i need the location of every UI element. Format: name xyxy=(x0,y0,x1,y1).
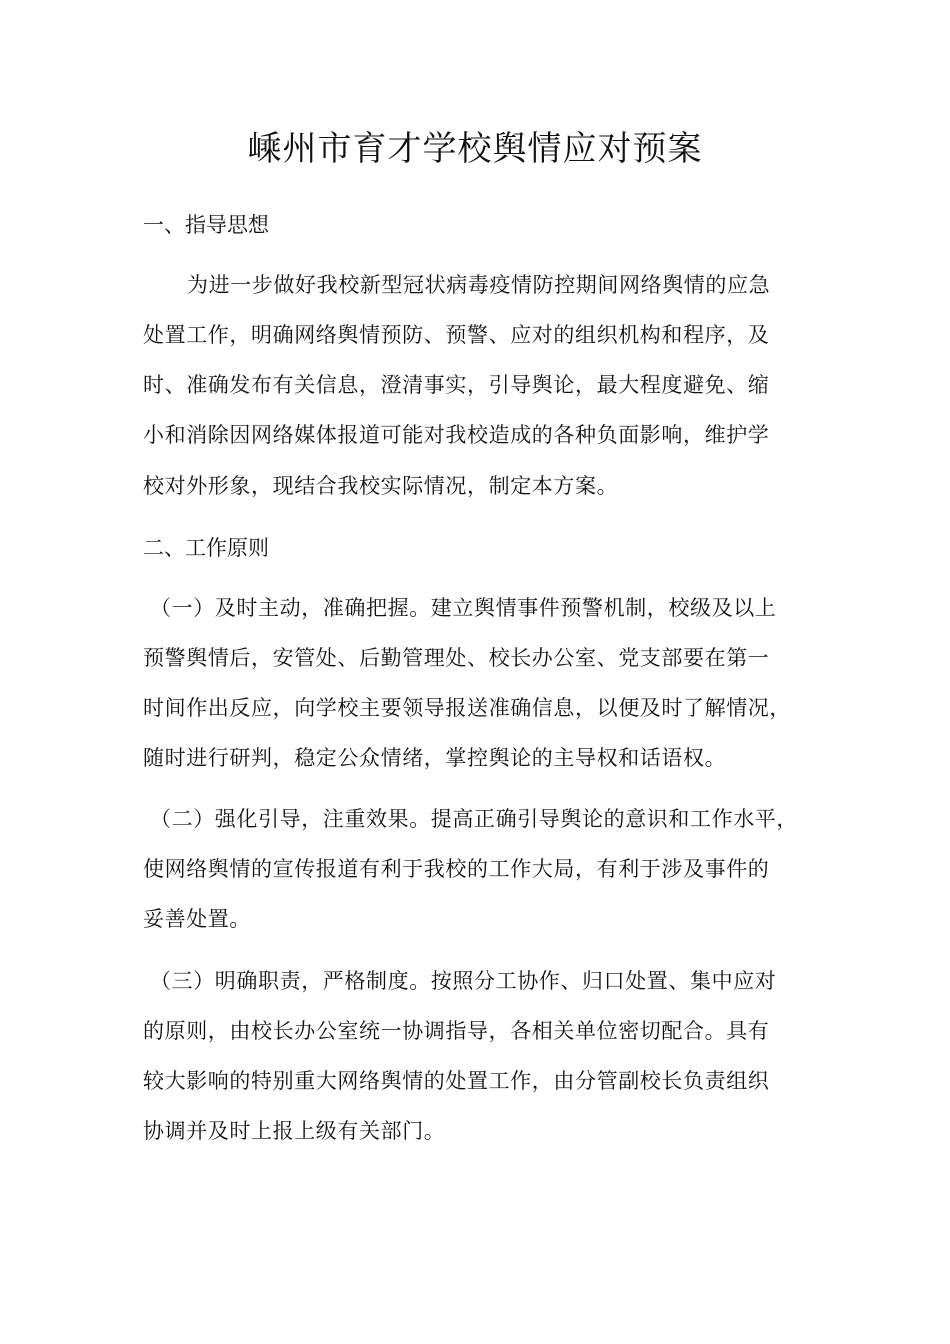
paragraph-line: 预警舆情后，安管处、后勤管理处、校长办公室、党支部要在第一 xyxy=(143,646,770,670)
section-heading-work-principles: 二、工作原则 xyxy=(143,536,269,560)
paragraph-line: 时、准确发布有关信息，澄清事实，引导舆论，最大程度避免、缩 xyxy=(143,373,770,397)
paragraph-line: 使网络舆情的宣传报道有利于我校的工作大局，有利于涉及事件的 xyxy=(143,857,770,881)
paragraph-line: 随时进行研判，稳定公众情绪，掌控舆论的主导权和话语权。 xyxy=(143,746,727,770)
paragraph-line: 妥善处置。 xyxy=(143,907,251,931)
paragraph-line: 校对外形象，现结合我校实际情况，制定本方案。 xyxy=(143,474,619,498)
paragraph-line: 较大影响的特别重大网络舆情的处置工作，由分管副校长负责组织 xyxy=(143,1069,770,1093)
paragraph-line: （三）明确职责，严格制度。按照分工协作、归口处置、集中应对 xyxy=(150,969,777,993)
paragraph-line: 处置工作，明确网络舆情预防、预警、应对的组织机构和程序，及 xyxy=(143,323,770,347)
paragraph-line: 为进一步做好我校新型冠状病毒疫情防控期间网络舆情的应急 xyxy=(187,273,771,297)
paragraph-line: 时间作出反应，向学校主要领导报送准确信息，以便及时了解情况， xyxy=(143,696,791,720)
paragraph-line: （二）强化引导，注重效果。提高正确引导舆论的意识和工作水平， xyxy=(150,807,798,831)
document-title: 嵊州市育才学校舆情应对预案 xyxy=(247,129,703,169)
paragraph-line: 的原则，由校长办公室统一协调指导，各相关单位密切配合。具有 xyxy=(143,1019,770,1043)
paragraph-line: 小和消除因网络媒体报道可能对我校造成的各种负面影响，维护学 xyxy=(143,423,770,447)
paragraph-line: 协调并及时上报上级有关部门。 xyxy=(143,1119,446,1143)
section-heading-guiding-thought: 一、指导思想 xyxy=(143,213,269,237)
paragraph-line: （一）及时主动，准确把握。建立舆情事件预警机制，校级及以上 xyxy=(150,596,777,620)
